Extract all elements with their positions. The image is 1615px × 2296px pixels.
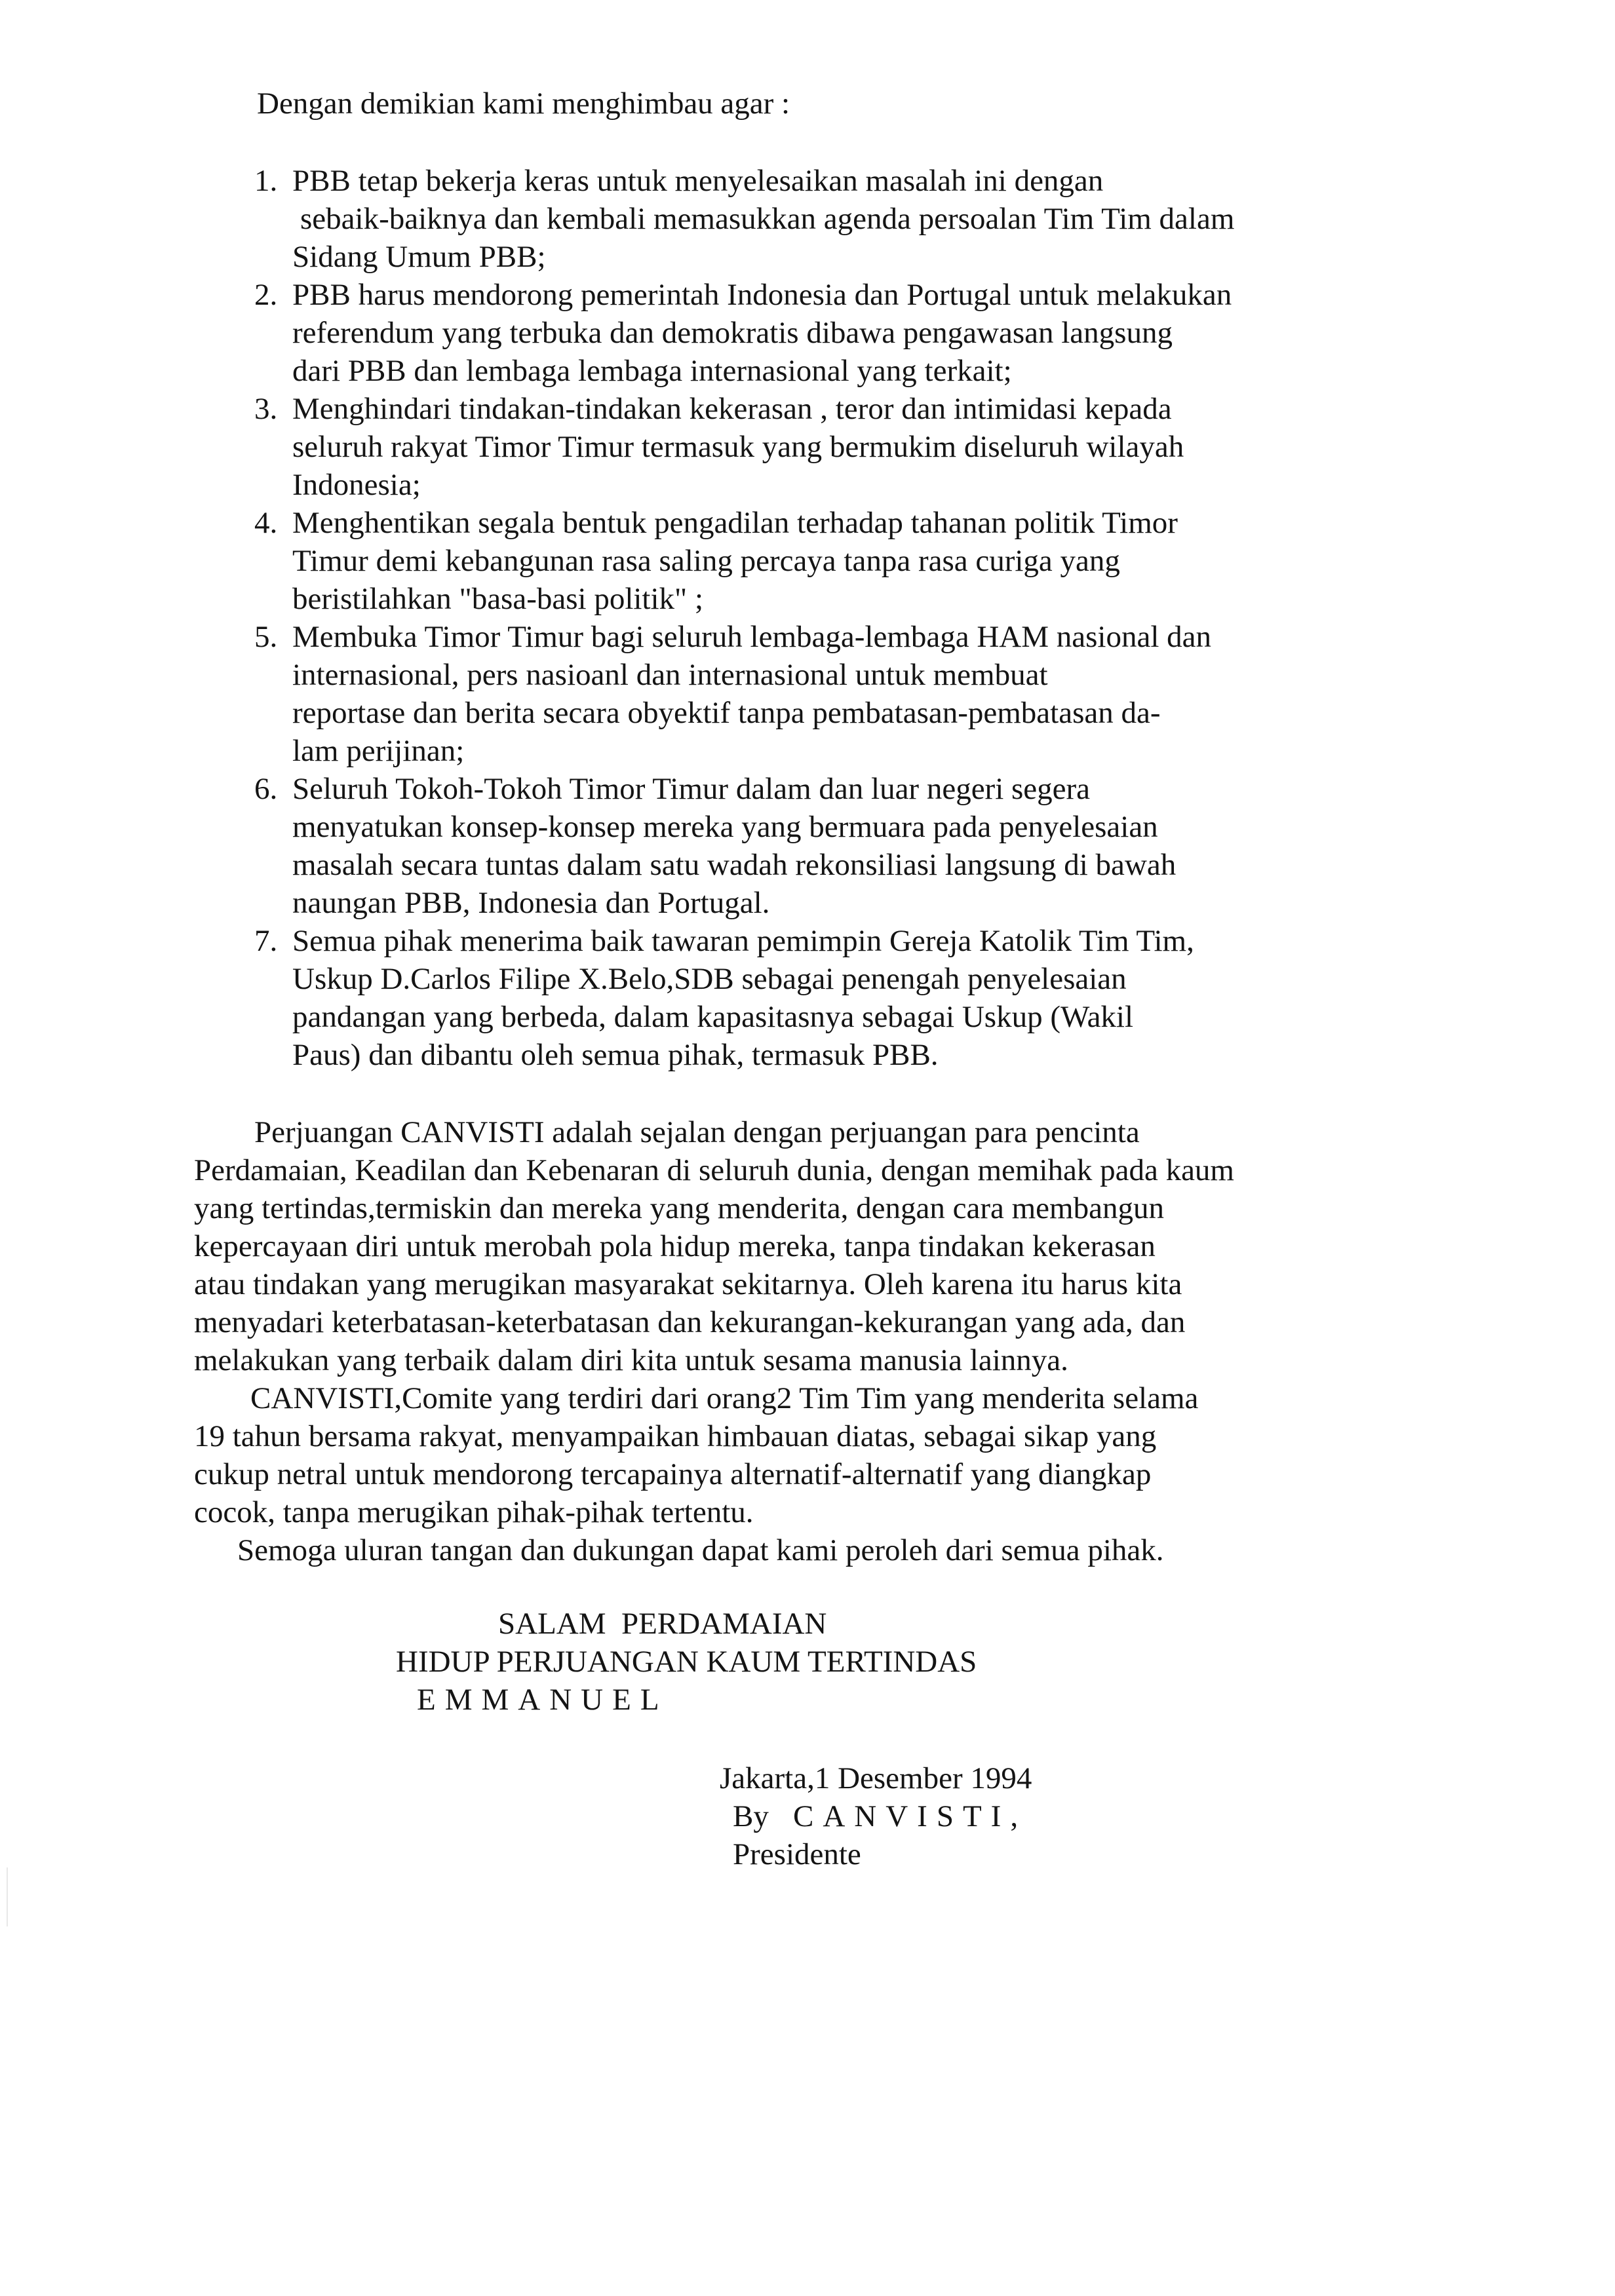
list-line: Timur demi kebangunan rasa saling percaya tanpa rasa curiga yang bbox=[292, 544, 1120, 578]
list-line: Seluruh Tokoh-Tokoh Timor Timur dalam dan luar negeri segera bbox=[292, 772, 1091, 806]
paragraph-line: CANVISTI,Comite yang terdiri dari orang2 Tim Tim yang menderita selama bbox=[250, 1381, 1199, 1415]
list-number: 6. bbox=[254, 772, 278, 806]
paragraph-line: 19 tahun bersama rakyat, menyampaikan himbauan diatas, sebagai sikap yang bbox=[194, 1419, 1157, 1453]
list-number: 7. bbox=[254, 924, 278, 958]
list-line: sebaik-baiknya dan kembali memasukkan agenda persoalan Tim Tim dalam bbox=[300, 202, 1235, 236]
signature-title: Presidente bbox=[733, 1837, 861, 1871]
list-line: Indonesia; bbox=[292, 468, 421, 502]
paragraph-line: kepercayaan diri untuk merobah pola hidup mereka, tanpa tindakan kekerasan bbox=[194, 1229, 1156, 1263]
list-line: Sidang Umum PBB; bbox=[292, 240, 546, 274]
list-line: referendum yang terbuka dan demokratis dibawa pengawasan langsung bbox=[292, 316, 1173, 350]
paragraph-line: menyadari keterbatasan-keterbatasan dan kekurangan-kekurangan yang ada, dan bbox=[194, 1305, 1186, 1339]
closing-slogan: HIDUP PERJUANGAN KAUM TERTINDAS bbox=[396, 1645, 977, 1679]
list-line: lam perijinan; bbox=[292, 734, 465, 768]
list-line: internasional, pers nasioanl dan internasional untuk membuat bbox=[292, 658, 1048, 692]
list-line: dari PBB dan lembaga lembaga internasional yang terkait; bbox=[292, 354, 1012, 388]
list-number: 5. bbox=[254, 620, 278, 654]
list-line: reportase dan berita secara obyektif tanpa pembatasan-pembatasan da- bbox=[292, 696, 1161, 730]
list-line: Membuka Timor Timur bagi seluruh lembaga-lembaga HAM nasional dan bbox=[292, 620, 1212, 654]
paragraph-hope: Semoga uluran tangan dan dukungan dapat kami peroleh dari semua pihak. bbox=[237, 1533, 1164, 1567]
scan-edge-mark bbox=[7, 1867, 8, 1926]
list-line: Menghindari tindakan-tindakan kekerasan , teror dan intimidasi kepada bbox=[292, 392, 1172, 426]
list-number: 1. bbox=[254, 164, 278, 198]
list-line: seluruh rakyat Timor Timur termasuk yang bermukim diseluruh wilayah bbox=[292, 430, 1184, 464]
signature-by-label: By bbox=[733, 1799, 769, 1833]
signature-place-date: Jakarta,1 Desember 1994 bbox=[720, 1761, 1032, 1795]
paragraph-line: Perdamaian, Keadilan dan Kebenaran di seluruh dunia, dengan memihak pada kaum bbox=[194, 1153, 1234, 1187]
paragraph-line: cukup netral untuk mendorong tercapainya alternatif-alternatif yang diangkap bbox=[194, 1457, 1152, 1491]
list-line: menyatukan konsep-konsep mereka yang bermuara pada penyelesaian bbox=[292, 810, 1158, 844]
list-line: PBB harus mendorong pemerintah Indonesia dan Portugal untuk melakukan bbox=[292, 278, 1232, 312]
closing-salutation: SALAM PERDAMAIAN bbox=[498, 1607, 827, 1641]
paragraph-line: cocok, tanpa merugikan pihak-pihak tertentu. bbox=[194, 1495, 754, 1529]
closing-name: EMMANUEL bbox=[417, 1683, 669, 1717]
paragraph-line: melakukan yang terbaik dalam diri kita untuk sesama manusia lainnya. bbox=[194, 1343, 1068, 1377]
list-line: pandangan yang berbeda, dalam kapasitasnya sebagai Uskup (Wakil bbox=[292, 1000, 1134, 1034]
list-line: naungan PBB, Indonesia dan Portugal. bbox=[292, 886, 770, 920]
list-line: beristilahkan "basa-basi politik" ; bbox=[292, 582, 704, 616]
list-line: Semua pihak menerima baik tawaran pemimpin Gereja Katolik Tim Tim, bbox=[292, 924, 1194, 958]
list-line: Menghentikan segala bentuk pengadilan terhadap tahanan politik Timor bbox=[292, 506, 1178, 540]
list-line: masalah secara tuntas dalam satu wadah rekonsiliasi langsung di bawah bbox=[292, 848, 1177, 882]
paragraph-line: Perjuangan CANVISTI adalah sejalan dengan perjuangan para pencinta bbox=[254, 1115, 1140, 1149]
paragraph-line: atau tindakan yang merugikan masyarakat sekitarnya. Oleh karena itu harus kita bbox=[194, 1267, 1182, 1301]
list-number: 2. bbox=[254, 278, 278, 312]
list-number: 3. bbox=[254, 392, 278, 426]
signature-organization: CANVISTI, bbox=[793, 1799, 1028, 1833]
list-line: Paus) dan dibantu oleh semua pihak, termasuk PBB. bbox=[292, 1038, 939, 1072]
list-line: Uskup D.Carlos Filipe X.Belo,SDB sebagai penengah penyelesaian bbox=[292, 962, 1127, 996]
intro-line: Dengan demikian kami menghimbau agar : bbox=[257, 86, 790, 121]
list-line: PBB tetap bekerja keras untuk menyelesaikan masalah ini dengan bbox=[292, 164, 1104, 198]
list-number: 4. bbox=[254, 506, 278, 540]
paragraph-line: yang tertindas,termiskin dan mereka yang menderita, dengan cara membangun bbox=[194, 1191, 1164, 1225]
